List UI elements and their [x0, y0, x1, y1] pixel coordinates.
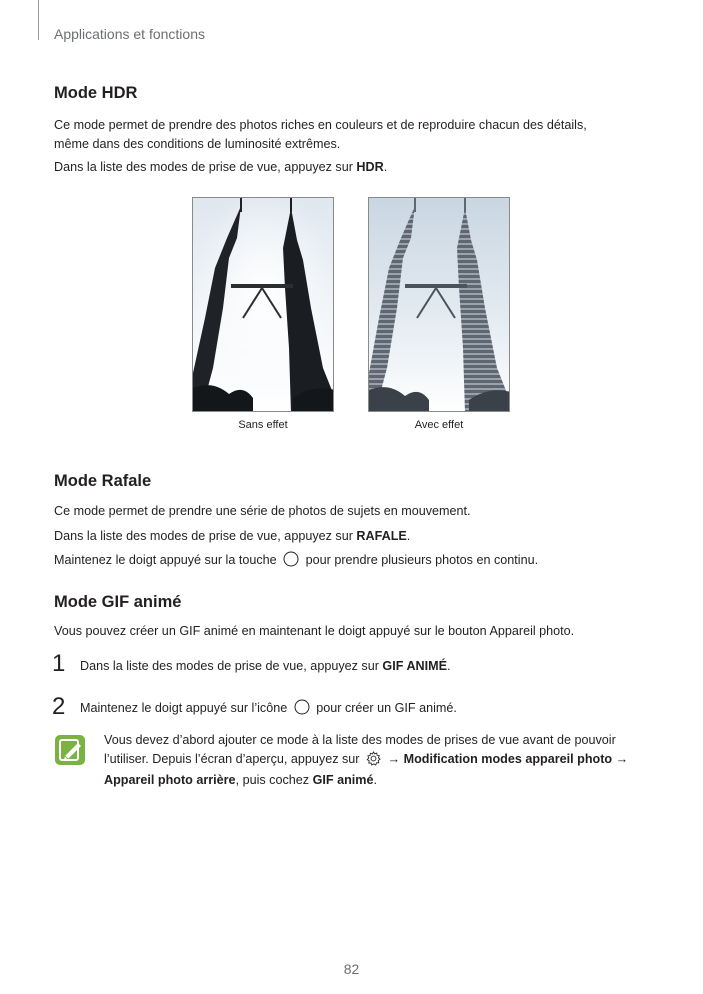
note-line2 [104, 750, 628, 772]
note-line1: Vous devez d’abord ajouter ce mode à la liste des modes de prises de vue avant de pouvoir [104, 733, 616, 747]
section-title-hdr: Mode HDR [54, 84, 138, 102]
note-arrow-1: → [384, 752, 404, 766]
rafale-mode-name: RAFALE [356, 529, 407, 543]
rafale-shutter-text-post: pour prendre plusieurs photos en continu. [302, 553, 539, 567]
gif-step-1 [80, 657, 451, 676]
rafale-shutter-text-pre: Maintenez le doigt appuyé sur la touche [54, 553, 281, 567]
note-arrow-2: → [612, 752, 629, 766]
shutter-button-icon [283, 551, 299, 573]
rafale-instruction [54, 527, 410, 546]
step-number-2: 2 [52, 693, 66, 720]
rafale-instruction-end: . [406, 529, 411, 543]
photo-avec-effet [368, 197, 510, 412]
section-title-gif: Mode GIF animé [54, 593, 182, 611]
side-rule [38, 0, 39, 40]
towers-image-dark [193, 198, 334, 412]
hdr-description-line1: Ce mode permet de prendre des photos riches en couleurs et de reproduire chacun des détails, [54, 118, 587, 132]
gif-mode-name: GIF ANIMÉ [382, 659, 448, 673]
rafale-instruction-text: Dans la liste des modes de prise de vue, appuyez sur [54, 529, 357, 543]
note-line3 [104, 771, 377, 790]
gif-step-2 [80, 699, 457, 721]
note-menu-item-modification: Modification modes appareil photo [403, 752, 613, 766]
note-gif-option: GIF animé [312, 773, 374, 787]
step-number-1: 1 [52, 650, 66, 677]
gear-icon [366, 751, 381, 772]
shutter-button-icon [294, 699, 310, 721]
gif-step-2-text-post: pour créer un GIF animé. [312, 701, 457, 715]
gif-step-1-end: . [447, 659, 451, 673]
rafale-shutter-instruction [54, 551, 538, 573]
section-title-rafale: Mode Rafale [54, 472, 152, 490]
photo-sans-effet [192, 197, 334, 412]
note-line3-mid: , puis cochez [235, 773, 313, 787]
hdr-mode-name: HDR [356, 160, 384, 174]
gif-step-1-text: Dans la liste des modes de prise de vue, appuyez sur [80, 659, 383, 673]
gif-intro: Vous pouvez créer un GIF animé en maintenant le doigt appuyé sur le bouton Appareil photo. [54, 624, 575, 638]
page-header-title: Applications et fonctions [54, 26, 205, 42]
rafale-description: Ce mode permet de prendre une série de photos de sujets en mouvement. [54, 504, 471, 518]
towers-image-hdr [369, 198, 510, 412]
hdr-description-line2: même dans des conditions de luminosité extrêmes. [54, 137, 341, 151]
caption-sans-effet: Sans effet [238, 419, 288, 431]
caption-avec-effet: Avec effet [414, 419, 464, 431]
hdr-instruction-end: . [383, 160, 388, 174]
note-menu-item-rear-camera: Appareil photo arrière [104, 773, 236, 787]
hdr-instruction-text: Dans la liste des modes de prise de vue, appuyez sur [54, 160, 357, 174]
note-icon [54, 734, 86, 766]
gif-step-2-text-pre: Maintenez le doigt appuyé sur l’icône [80, 701, 291, 715]
page-number: 82 [343, 961, 360, 977]
note-line3-end: . [373, 773, 377, 787]
hdr-instruction [54, 158, 387, 177]
note-line2-text: l’utiliser. Depuis l’écran d’aperçu, appuyez sur [104, 752, 364, 766]
